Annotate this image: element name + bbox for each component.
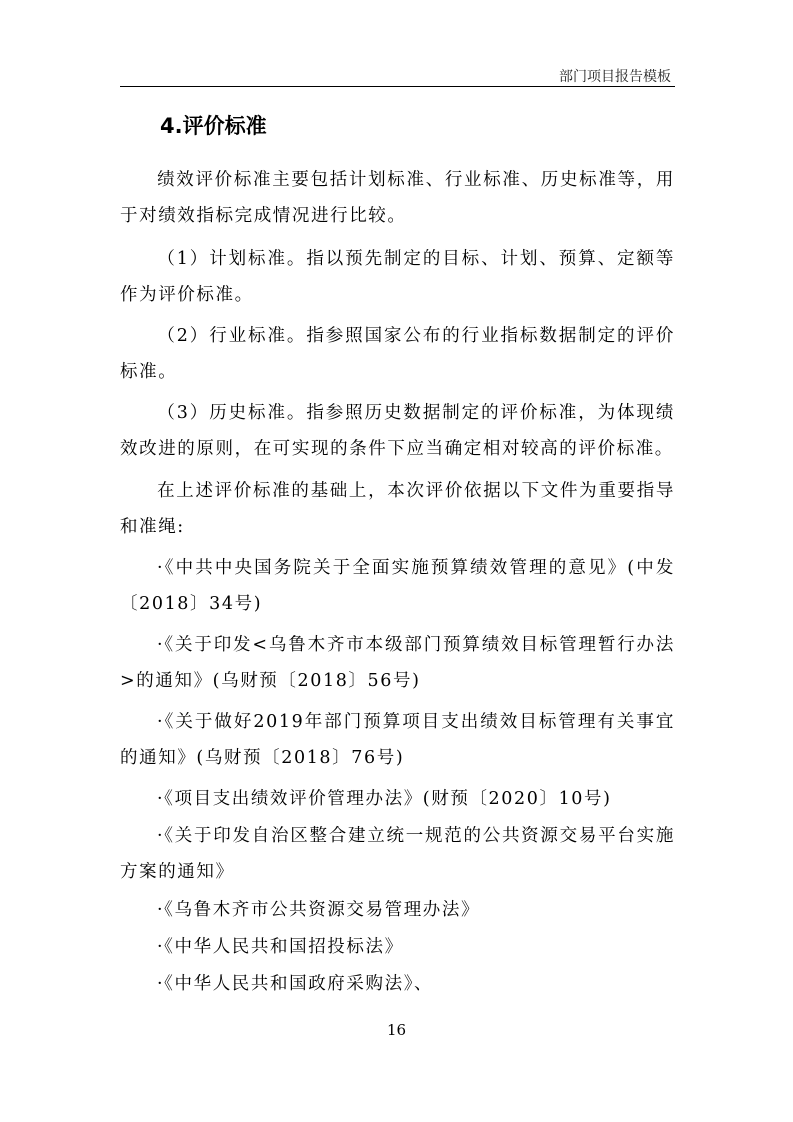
document-item	[120, 818, 675, 890]
document-item	[120, 704, 675, 776]
document-text: ·《中共中央国务院关于全面实施预算绩效管理的意见》(中发〔2018〕34号)	[120, 558, 675, 614]
document-item	[120, 966, 675, 1002]
document-text: ·《关于做好2019年部门预算项目支出绩效目标管理有关事宜的通知》(乌财预〔2018〕76号)	[120, 712, 675, 768]
document-text: ·《项目支出绩效评价管理办法》(财预〔2020〕10号)	[157, 789, 612, 809]
header-title: 部门项目报告模板	[559, 69, 671, 85]
document-text: ·《中华人民共和国招投标法》	[157, 937, 404, 957]
paragraph-industry-standard	[120, 318, 675, 390]
document-text: ·《中华人民共和国政府采购法》、	[157, 974, 434, 994]
document-text: ·《关于印发<乌鲁木齐市本级部门预算绩效目标管理暂行办法>的通知》(乌财预〔2018〕56号)	[120, 635, 675, 691]
paragraph-intro	[120, 162, 675, 234]
document-item	[120, 781, 675, 817]
document-item	[120, 550, 675, 622]
section-title: 4.评价标准	[160, 114, 267, 138]
paragraph-text: （2）行业标准。指参照国家公布的行业指标数据制定的评价标准。	[120, 326, 675, 382]
page-number: 16	[386, 1021, 407, 1039]
document-item	[120, 892, 675, 928]
paragraph-text: （1）计划标准。指以预先制定的目标、计划、预算、定额等作为评价标准。	[120, 249, 675, 305]
document-text: ·《关于印发自治区整合建立统一规范的公共资源交易平台实施方案的通知》	[120, 826, 675, 882]
page-header	[120, 64, 675, 87]
document-item	[120, 929, 675, 965]
paragraph-basis	[120, 473, 675, 545]
document-item	[120, 627, 675, 699]
paragraph-plan-standard	[120, 241, 675, 313]
paragraph-history-standard	[120, 395, 675, 467]
paragraph-text: 绩效评价标准主要包括计划标准、行业标准、历史标准等，用于对绩效指标完成情况进行比较。	[120, 170, 675, 226]
paragraph-text: （3）历史标准。指参照历史数据制定的评价标准，为体现绩效改进的原则，在可实现的条件下应当确定相对较高的评价标准。	[120, 403, 675, 459]
paragraph-text: 在上述评价标准的基础上，本次评价依据以下文件为重要指导和准绳:	[120, 481, 675, 537]
document-text: ·《乌鲁木齐市公共资源交易管理办法》	[157, 900, 481, 920]
